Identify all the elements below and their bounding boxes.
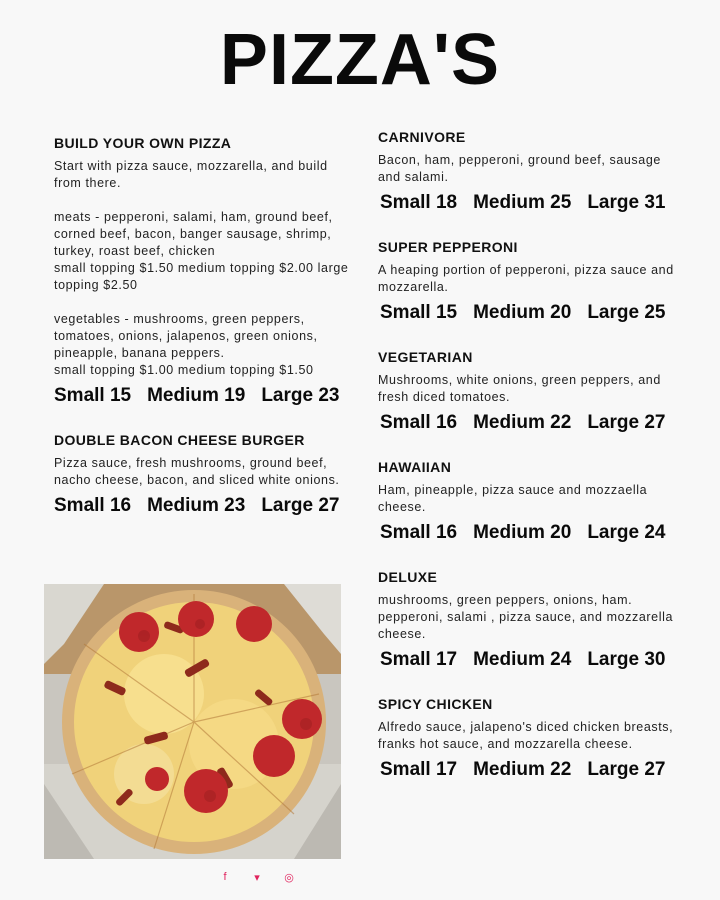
item-description: A heaping portion of pepperoni, pizza sauce and mozzarella. [378, 263, 674, 294]
menu-item-vegetarian [378, 348, 678, 436]
price-row [54, 383, 354, 409]
price-row [378, 757, 678, 783]
price-row [378, 410, 678, 436]
item-name: SUPER PEPPERONI [378, 239, 518, 255]
price-medium: Medium 23 [147, 495, 246, 516]
price-large: Large 27 [587, 759, 666, 780]
price-medium: Medium 20 [473, 522, 572, 543]
twitter-icon[interactable]: ▾ [254, 872, 260, 884]
price-large: Large 31 [587, 192, 666, 213]
price-row [378, 300, 678, 326]
price-medium: Medium 24 [473, 649, 572, 670]
item-name: SPICY CHICKEN [378, 696, 493, 712]
price-small: Small 16 [380, 412, 458, 433]
item-description: Start with pizza sauce, mozzarella, and build from there. meats - pepperoni, salami, ham, ground beef, corned beef, bacon, banger sausage, shrimp, turkey, roast beef, chicken small topping $1.50 medium topping $2.00 large topping $2.50 vegetables - mushrooms, green peppers, tomatoes, onions, jalapenos, green onions, pineapple, banana peppers. small topping $1.00 medium topping $1.50 [54, 159, 349, 377]
item-name: CARNIVORE [378, 129, 466, 145]
price-row [378, 647, 678, 673]
menu-item-double-bacon [54, 431, 354, 519]
price-medium: Medium 25 [473, 192, 572, 213]
social-links [220, 871, 294, 884]
price-small: Small 17 [380, 759, 458, 780]
price-large: Large 30 [587, 649, 666, 670]
price-large: Large 27 [587, 412, 666, 433]
price-medium: Medium 20 [473, 302, 572, 323]
price-row [54, 493, 354, 519]
item-description: Ham, pineapple, pizza sauce and mozzaella cheese. [378, 483, 648, 514]
price-small: Small 16 [54, 495, 132, 516]
right-column [378, 128, 678, 783]
menu-item-super-pepperoni [378, 238, 678, 326]
item-description: Mushrooms, white onions, green peppers, and fresh diced tomatoes. [378, 373, 661, 404]
instagram-icon[interactable]: ◎ [284, 872, 294, 884]
item-description: Bacon, ham, pepperoni, ground beef, sausage and salami. [378, 153, 661, 184]
menu-item-spicy-chicken [378, 695, 678, 783]
price-small: Small 17 [380, 649, 458, 670]
price-large: Large 24 [587, 522, 666, 543]
price-row [378, 190, 678, 216]
page-title: PIZZA'S [219, 20, 501, 100]
price-small: Small 18 [380, 192, 458, 213]
menu-item-deluxe [378, 568, 678, 673]
price-large: Large 25 [587, 302, 666, 323]
item-name: DELUXE [378, 569, 438, 585]
price-small: Small 16 [380, 522, 458, 543]
menu-item-build-your-own [54, 134, 354, 409]
item-name: DOUBLE BACON CHEESE BURGER [54, 432, 305, 448]
price-small: Small 15 [380, 302, 458, 323]
price-row [378, 520, 678, 546]
item-description: mushrooms, green peppers, onions, ham. pepperoni, salami , pizza sauce, and mozzarella cheese. [378, 593, 674, 641]
price-large: Large 27 [261, 495, 340, 516]
price-large: Large 23 [261, 385, 340, 406]
left-column [54, 134, 354, 519]
item-description: Pizza sauce, fresh mushrooms, ground beef, nacho cheese, bacon, and sliced white onions. [54, 456, 340, 487]
price-medium: Medium 22 [473, 412, 572, 433]
pizza-photo [44, 584, 341, 859]
item-name: BUILD YOUR OWN PIZZA [54, 135, 232, 151]
item-name: HAWAIIAN [378, 459, 452, 475]
item-name: VEGETARIAN [378, 349, 473, 365]
menu-item-carnivore [378, 128, 678, 216]
price-medium: Medium 19 [147, 385, 246, 406]
item-description: Alfredo sauce, jalapeno's diced chicken breasts, franks hot sauce, and mozzarella cheese. [378, 720, 674, 751]
price-medium: Medium 22 [473, 759, 572, 780]
price-small: Small 15 [54, 385, 132, 406]
menu-item-hawaiian [378, 458, 678, 546]
facebook-icon[interactable]: f [223, 871, 227, 883]
